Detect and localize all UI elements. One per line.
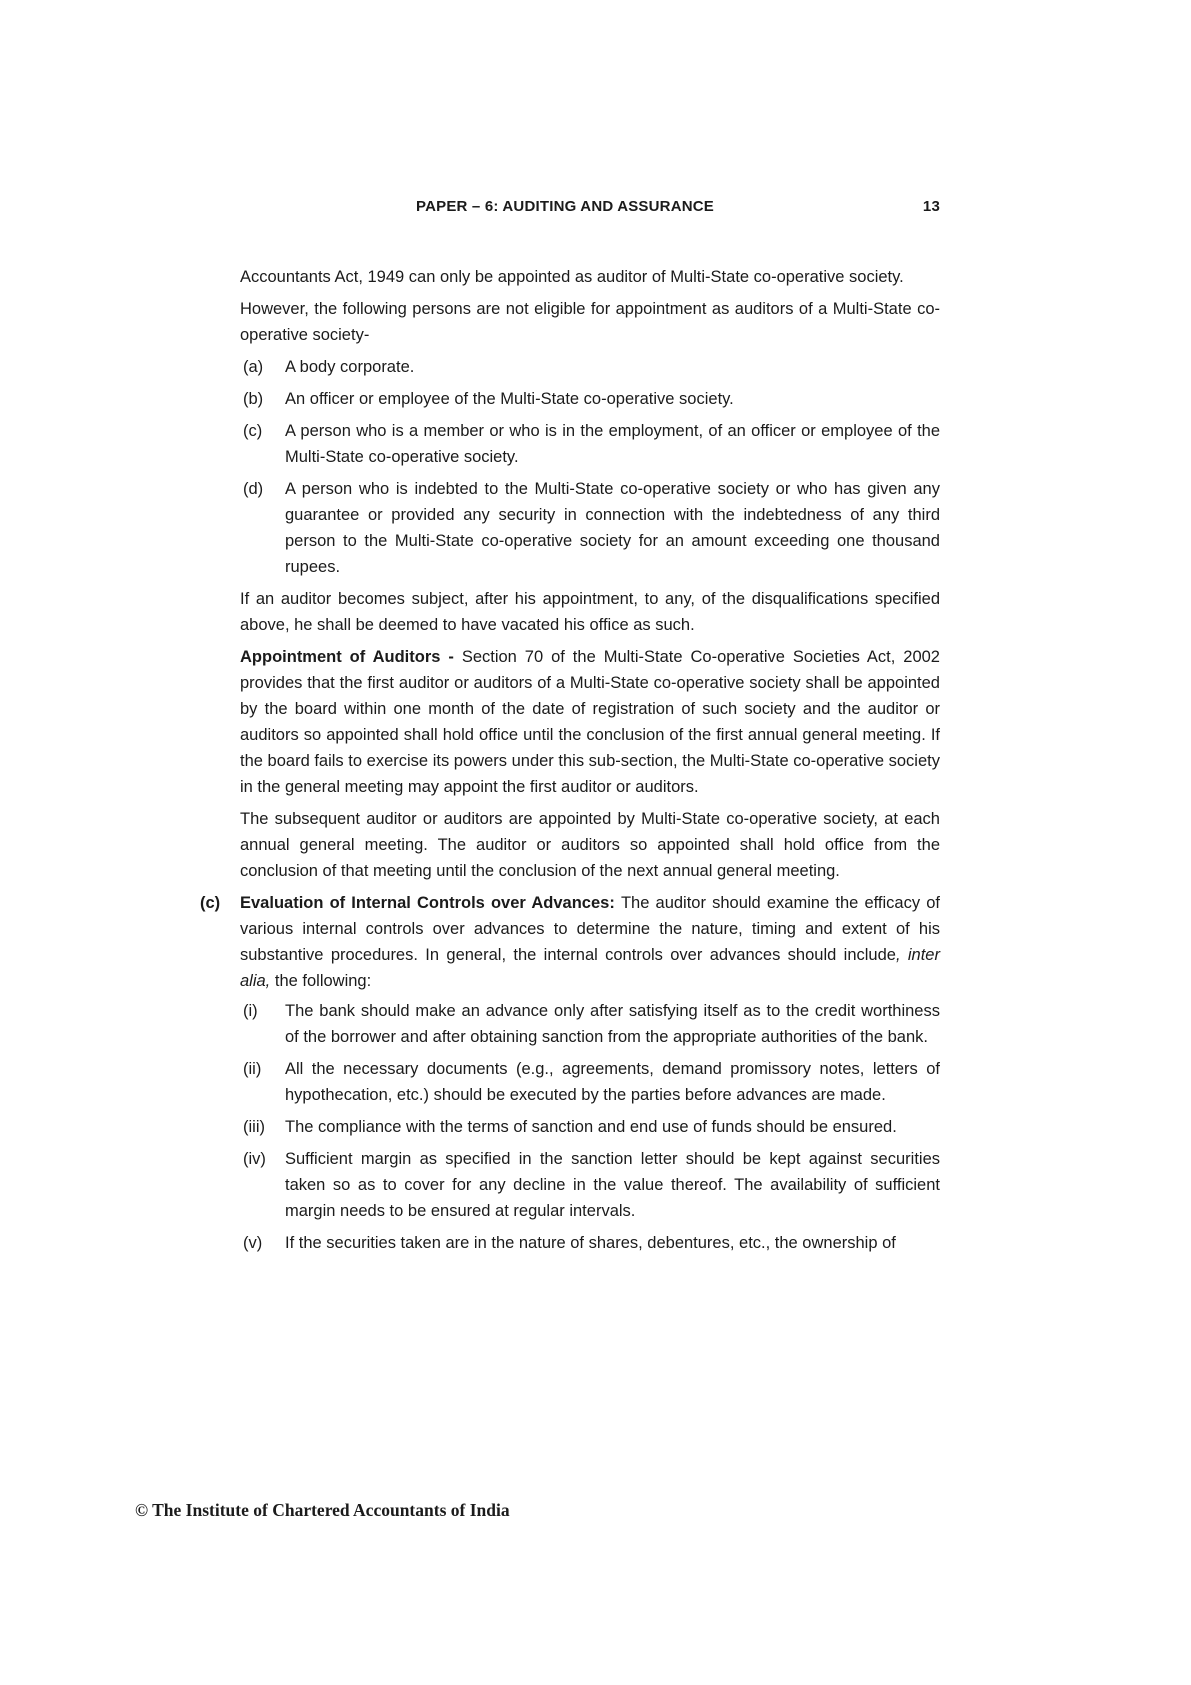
list-item-text: The bank should make an advance only after satisfying itself as to the credit worthiness of the borrower and after obtaining sanction from the appropriate authorities of the bank. <box>285 1002 940 1046</box>
list-item-text: Sufficient margin as specified in the sanction letter should be kept against securities taken so as to cover for any decline in the value thereof. The availability of sufficient margin needs to be ensured at regular intervals. <box>285 1150 940 1220</box>
evaluation-body-1: The auditor should examine the efficacy of various internal controls over advances to determine the nature, timing and extent of his substantive procedures. In general, the internal controls over advances should include <box>240 894 940 964</box>
list-item-text: A body corporate. <box>285 358 415 376</box>
list-item-v <box>240 1230 940 1256</box>
list-item-marker: (iii) <box>243 1118 265 1136</box>
list-item-c <box>240 418 940 470</box>
list-item-text: A person who is indebted to the Multi-State co-operative society or who has given any guarantee or provided any security in connection with the indebtedness of any third person to the Multi-State co-operative society for an amount exceeding one thousand rupees. <box>285 480 940 576</box>
list-item-marker: (iv) <box>243 1150 266 1168</box>
paragraph-appointment-of-auditors <box>240 644 940 800</box>
paragraph-accountants-act: Accountants Act, 1949 can only be appointed as auditor of Multi-State co-operative society. <box>240 268 904 286</box>
list-item-b <box>240 386 940 412</box>
evaluation-heading: Evaluation of Internal Controls over Advances: <box>240 894 621 912</box>
list-item-marker: (c) <box>243 422 263 440</box>
list-item-iii <box>240 1114 940 1140</box>
list-item-ii <box>240 1056 940 1108</box>
list-item-marker: (a) <box>243 358 264 376</box>
paragraph-subsequent-auditor: The subsequent auditor or auditors are appointed by Multi-State co-operative society, at each annual general meeting. The auditor or auditors so appointed shall hold office from the conclusion of that meeting until the conclusion of the next annual general meeting. <box>240 810 940 880</box>
disqualification-list <box>240 354 940 580</box>
list-item-text: The compliance with the terms of sanction and end use of funds should be ensured. <box>285 1118 897 1136</box>
page-number: 13 <box>922 198 940 215</box>
page-header-title: PAPER – 6: AUDITING AND ASSURANCE <box>415 198 715 215</box>
list-item-marker: (ii) <box>243 1060 262 1078</box>
list-item-marker: (i) <box>243 1002 258 1020</box>
section-item-c <box>200 890 940 1256</box>
appointment-of-auditors-heading: Appointment of Auditors - <box>240 648 462 666</box>
list-item-text: An officer or employee of the Multi-State co-operative society. <box>285 390 734 408</box>
internal-controls-list <box>240 998 940 1256</box>
appointment-of-auditors-body: Section 70 of the Multi-State Co-operative Societies Act, 2002 provides that the first auditor or auditors of a Multi-State co-operative society shall be appointed by the board within one month of the date of registration of such society and the auditor or auditors so appointed shall hold office until the conclusion of the first annual general meeting. If the board fails to exercise its powers under this sub-section, the Multi-State co-operative society in the general meeting may appoint the first auditor or auditors. <box>240 648 940 796</box>
evaluation-body-2: the following: <box>270 972 372 990</box>
list-item-a <box>240 354 940 380</box>
section-item-marker: (c) <box>200 894 221 912</box>
list-item-text: All the necessary documents (e.g., agreements, demand promissory notes, letters of hypothecation, etc.) should be executed by the parties before advances are made. <box>285 1060 940 1104</box>
list-item-marker: (v) <box>243 1234 263 1252</box>
list-item-i <box>240 998 940 1050</box>
list-item-d <box>240 476 940 580</box>
paragraph-eligibility: However, the following persons are not eligible for appointment as auditors of a Multi-State co-operative society- <box>240 300 940 344</box>
page-header <box>240 197 940 217</box>
inter-alia-italic: , inter alia, <box>240 946 940 990</box>
page-content <box>200 264 940 1262</box>
list-item-marker: (b) <box>243 390 264 408</box>
page-footer-copyright: © The Institute of Chartered Accountants of India <box>135 1500 510 1520</box>
list-item-marker: (d) <box>243 480 264 498</box>
list-item-text: If the securities taken are in the nature of shares, debentures, etc., the ownership of <box>285 1234 896 1252</box>
list-item-text: A person who is a member or who is in the employment, of an officer or employee of the Multi-State co-operative society. <box>285 422 940 466</box>
paragraph-vacated-office: If an auditor becomes subject, after his appointment, to any, of the disqualifications specified above, he shall be deemed to have vacated his office as such. <box>240 590 940 634</box>
list-item-iv <box>240 1146 940 1224</box>
